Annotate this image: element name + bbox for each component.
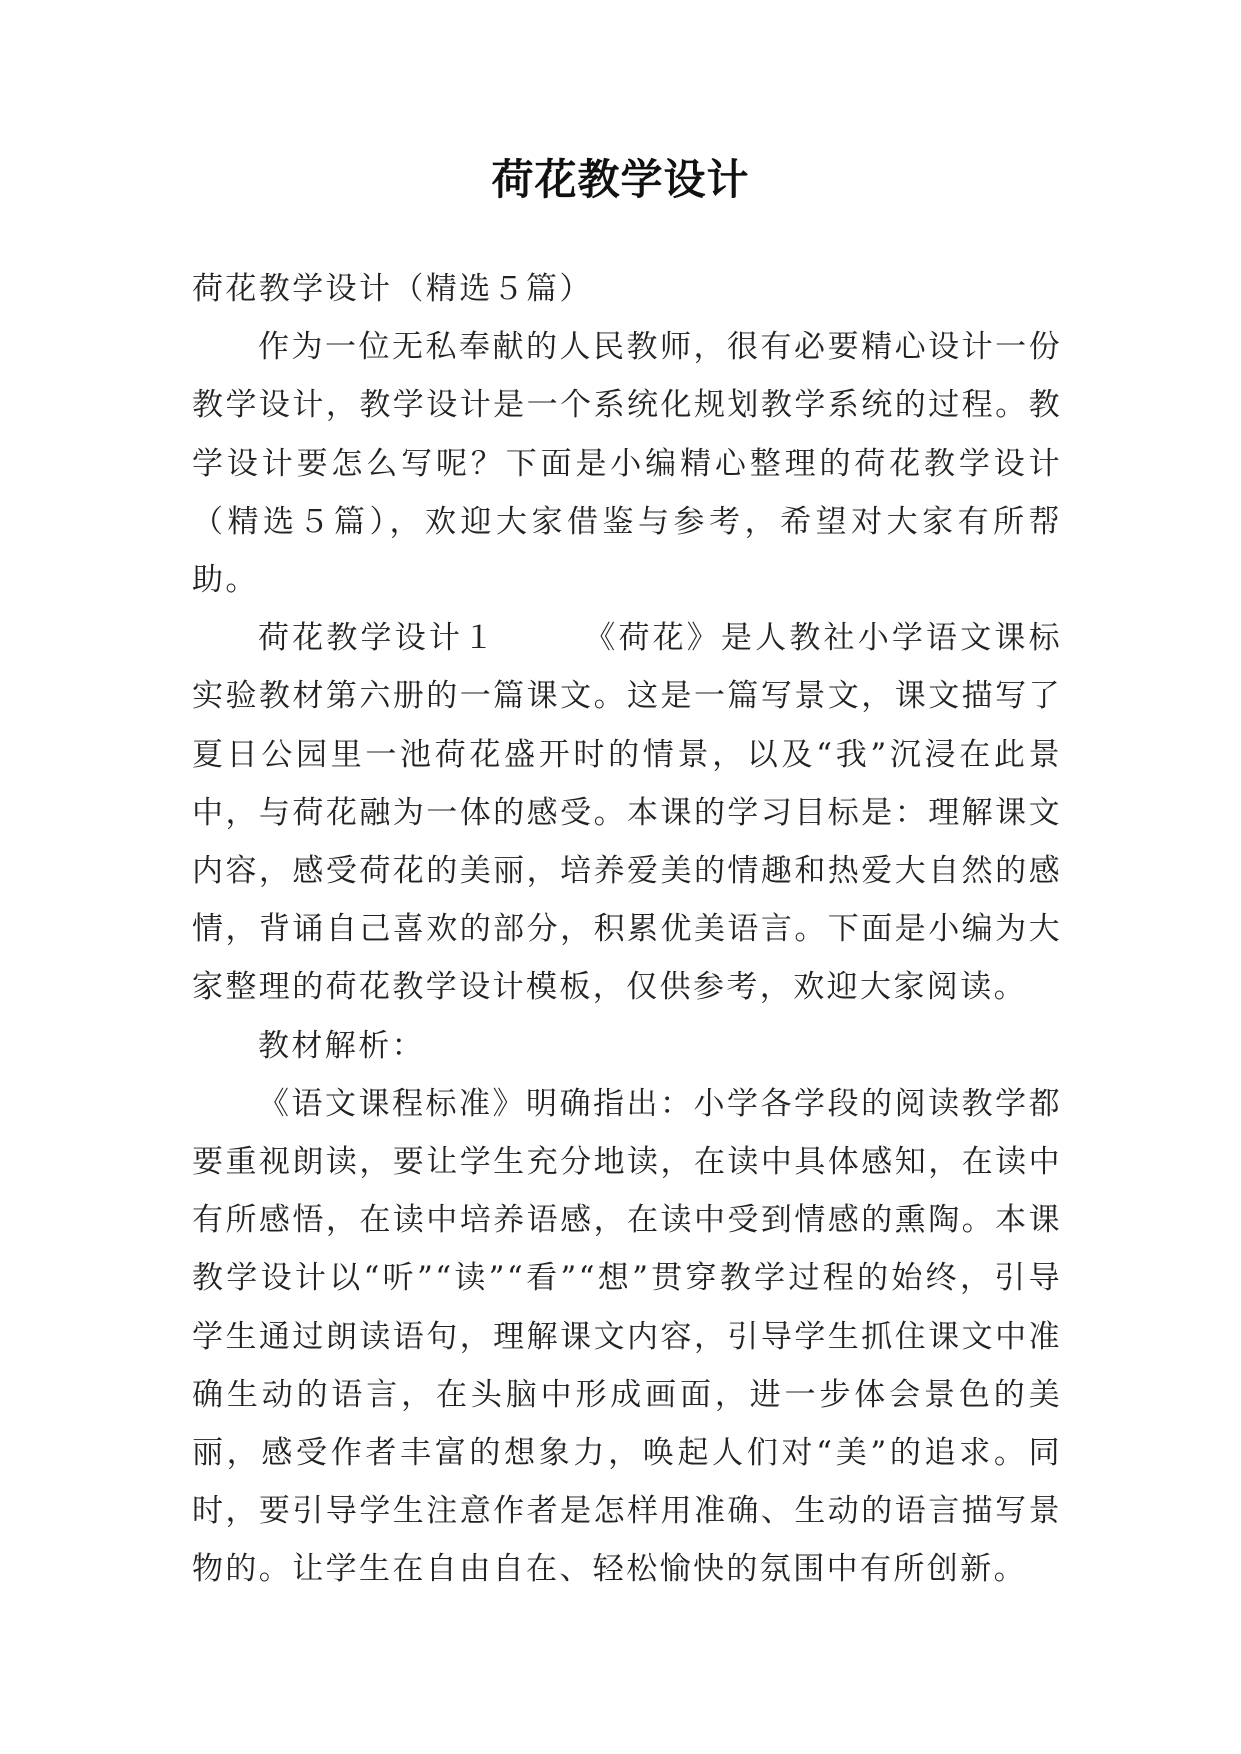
subtitle-paragraph: 荷花教学设计（精选５篇） (192, 271, 593, 307)
analysis-paragraph: 《语文课程标准》明确指出：小学各学段的阅读教学都要重视朗读，要让学生充分地读，在读中具体感知，在读中有所感悟，在读中培养语感，在读中受到情感的熏陶。本课教学设计以“听”“读”“看”“想”贯穿教学过程的始终，引导学生通过朗读语句，理解课文内容，引导学生抓住课文中准确生动的语言，在头脑中形成画面，进一步体会景色的美丽，感受作者丰富的想象力，唤起人们对“美”的追求。同时，要引导学生注意作者是怎样用准确、生动的语言描写景物的。让学生在自由自在、轻松愉快的氛围中有所创新。 (192, 1085, 1062, 1588)
design-one-paragraph: 荷花教学设计１ 《荷花》是人教社小学语文课标实验教材第六册的一篇课文。这是一篇写景文，课文描写了夏日公园里一池荷花盛开时的情景，以及“我”沉浸在此景中，与荷花融为一体的感受。本课的学习目标是：理解课文内容，感受荷花的美丽，培养爱美的情趣和热爱大自然的感情，背诵自己喜欢的部分，积累优美语言。下面是小编为大家整理的荷花教学设计模板，仅供参考，欢迎大家阅读。 (192, 620, 1062, 1006)
section-heading-paragraph: 教材解析： (258, 1027, 425, 1064)
document-title: 荷花教学设计 (491, 155, 750, 204)
document-body (192, 260, 1062, 1599)
intro-paragraph: 作为一位无私奉献的人民教师，很有必要精心设计一份教学设计，教学设计是一个系统化规划教学系统的过程。教学设计要怎么写呢？下面是小编精心整理的荷花教学设计（精选５篇），欢迎大家借鉴与参考，希望对大家有所帮助。 (192, 329, 1062, 599)
